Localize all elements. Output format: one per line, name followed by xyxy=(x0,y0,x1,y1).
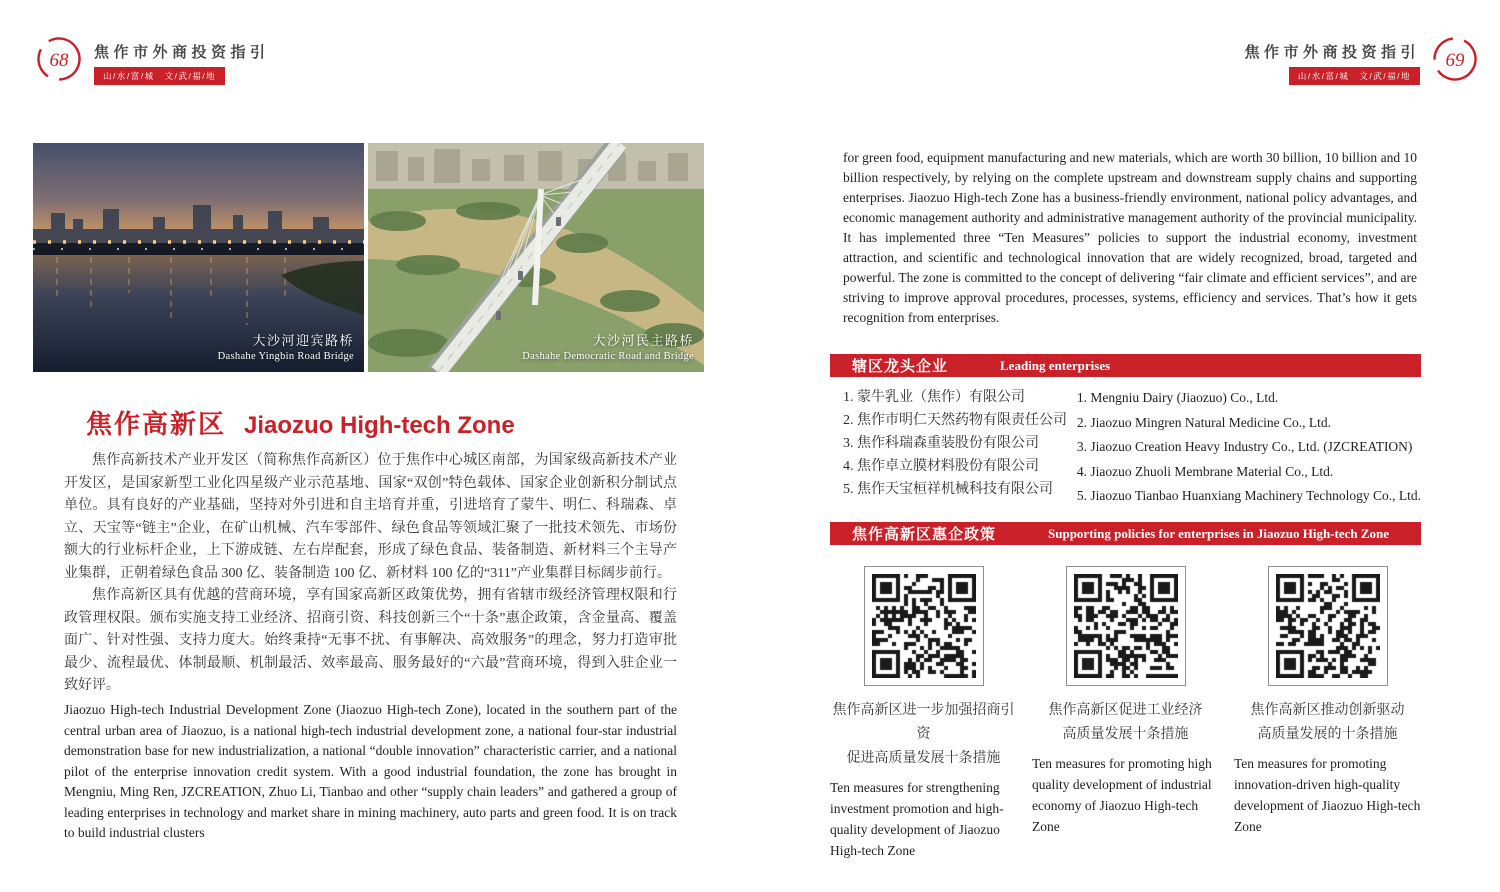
qr2-caption-en: Ten measures for promoting high quality development of industrial economy of Jiaozuo High-tech Zone xyxy=(1032,756,1212,834)
paragraph-zh-2: 焦作高新区具有优越的营商环境，享有国家高新区政策优势，拥有省辖市级经济管理权限和行政管理权限。颁布实施支持工业经济、招商引资、科技创新三个“十条”惠企政策，含金量高、覆盖面广、针对性强、支持力度大。始终秉持“无事不扰、有事解决、高效服务”的理念，努力打造审批最少、流程最优、体制最顺、机制最活、效率最高、服务最好的“六最”营商环境，得到入驻企业一致好评。 xyxy=(64,588,677,693)
enterprise-item-en: 4. Jiaozuo Zhuoli Membrane Material Co., Ltd. xyxy=(1076,463,1334,479)
qr-item-2 xyxy=(1032,566,1219,861)
enterprise-list-en xyxy=(1077,386,1421,509)
qr-item-3 xyxy=(1234,566,1421,861)
photo-row xyxy=(33,143,704,372)
page-number-right-text: 69 xyxy=(1445,50,1465,71)
section-title-en: Jiaozuo High-tech Zone xyxy=(244,412,515,439)
qr2-caption-zh-line2: 高质量发展十条措施 xyxy=(1062,727,1189,742)
enterprise-item-zh: 1. 蒙牛乳业（焦作）有限公司 xyxy=(843,390,1025,405)
page-number-left xyxy=(36,36,82,82)
right-page-header xyxy=(1244,36,1478,85)
paragraph-zh-1: 焦作高新技术产业开发区（简称焦作高新区）位于焦作中心城区南部，为国家级高新技术产业开发区，是国家新型工业化四星级产业示范基地、国家“双创”特色载体、国家企业创新积分制试点单位。具有良好的产业基础，坚持对外引进和自主培育并重，引进培育了蒙牛、明仁、科瑞森、卓立、天宝等“链主”企业，在矿山机械、汽车零部件、绿色食品等领域汇聚了一批技术领先、市场份额大的行业标杆企业，上下游成链、左右岸配套，形成了绿色食品、装备制造、新材料三个主导产业集群，正朝着绿色食品 300 亿、装备制造 100 亿、新材料 100 亿的“311”产业集群目标阔步前行。 xyxy=(64,453,677,581)
english-body-text-right: for green food, equipment manufacturing and new materials, which are worth 30 billion, 10 billion and 10 billion respectively, by relying on the complete upstream and downstream supply chains and supporting enterprises. Jiaozuo High-tech Zone has a business-friendly environment, national policy advantages, and economic management authority and administrative management authority of the provincial municipality. It has implemented three “Ten Measures” policies to support the industrial economy, investment attraction, and scientific and technological innovation that are widely recognized, broad, targeted and powerful. The zone is committed to the concept of delivering “fair climate and efficient services”, and are striving to improve approval procedures, processes, systems, efficiency and services. That’s how it gets recognition from enterprises. xyxy=(843,150,1417,325)
qr-item-1 xyxy=(830,566,1017,861)
qr3-caption-zh xyxy=(1234,699,1421,747)
chinese-body-text xyxy=(64,450,677,698)
qr1-caption-zh-line1: 焦作高新区进一步加强招商引资 xyxy=(832,703,1015,742)
qr1-caption-en: Ten measures for strengthening investment promotion and high-quality development of Jiaozuo High-tech Zone xyxy=(830,780,1004,858)
qr2-caption-zh-line1: 焦作高新区促进工业经济 xyxy=(1048,703,1203,718)
enterprise-item-zh: 2. 焦作市明仁天然药物有限责任公司 xyxy=(843,413,1067,428)
right-header-text xyxy=(1244,36,1420,85)
document-title-right: 焦作市外商投资指引 xyxy=(1244,44,1420,61)
city-slogan-badge-left: 山/水/富/城 文/武/福/地 xyxy=(94,67,225,85)
qr-code-1 xyxy=(864,566,984,686)
document-title-left: 焦作市外商投资指引 xyxy=(94,44,270,61)
enterprise-item-en: 3. Jiaozuo Creation Heavy Industry Co., Ltd. (JZCREATION) xyxy=(1076,439,1413,454)
banner2-label-en: Supporting policies for enterprises in Jiaozuo High-tech Zone xyxy=(1048,525,1390,541)
banner1-label-zh: 辖区龙头企业 xyxy=(852,358,949,375)
photo-dashahe-democratic-bridge xyxy=(368,143,704,372)
qr-code-3-image xyxy=(1276,574,1380,678)
banner1-label-en: Leading enterprises xyxy=(1000,357,1111,373)
photo1-caption-zh: 大沙河迎宾路桥 xyxy=(252,333,354,348)
page-number-left-text: 68 xyxy=(49,50,69,71)
section-title-zh: 焦作高新区 xyxy=(86,409,227,439)
qr-code-3 xyxy=(1268,566,1388,686)
photo2-caption-zh: 大沙河民主路桥 xyxy=(592,333,694,348)
photo-dashahe-yingbin-bridge xyxy=(33,143,364,372)
qr2-caption-zh xyxy=(1032,699,1219,747)
photo2-caption xyxy=(522,330,694,362)
enterprise-item-en: 2. Jiaozuo Mingren Natural Medicine Co., Ltd. xyxy=(1076,414,1332,430)
left-header-text xyxy=(94,36,270,85)
qr3-caption-en: Ten measures for promoting innovation-driven high-quality development of Jiaozuo High-tech Zone xyxy=(1234,756,1421,834)
qr-code-2-image xyxy=(1074,574,1178,678)
qr-code-row xyxy=(830,566,1421,861)
left-page-header xyxy=(36,36,270,85)
leading-enterprises-banner xyxy=(830,354,1421,377)
photo1-caption xyxy=(218,330,354,362)
qr1-caption-zh-line2: 促进高质量发展十条措施 xyxy=(846,751,1001,766)
qr3-caption-zh-line1: 焦作高新区推动创新驱动 xyxy=(1250,703,1405,718)
enterprise-item-zh: 4. 焦作卓立膜材料股份有限公司 xyxy=(843,459,1039,474)
photo2-caption-en: Dashahe Democratic Road and Bridge xyxy=(522,351,694,362)
page-number-right xyxy=(1432,36,1478,82)
enterprise-list-zh xyxy=(843,386,1077,509)
enterprise-item-zh: 5. 焦作天宝桓祥机械科技有限公司 xyxy=(843,482,1053,497)
english-body-text-left: Jiaozuo High-tech Industrial Development Zone (Jiaozuo High-tech Zone), located in the southern part of the central urban area of Jiaozuo, is a national high-tech industrial development zone, a national four-star industrial demonstration base for new industrialization, a national “double innovation” characteristic carrier, and a national pilot of the enterprise innovation credit system. With a good industrial foundation, the zone has brought in Mengniu, Ming Ren, JZCREATION, Zhuo Li, Tianbao and other “supply chain leaders” and gathered a group of leading enterprises in technology and market share in mining machinery, auto parts and green food. It is on track to build industrial clusters xyxy=(64,702,677,840)
enterprise-lists xyxy=(843,386,1421,509)
photo1-caption-en: Dashahe Yingbin Road Bridge xyxy=(217,351,354,362)
qr-code-1-image xyxy=(872,574,976,678)
enterprise-item-en: 1. Mengniu Dairy (Jiaozuo) Co., Ltd. xyxy=(1076,390,1279,405)
section-title xyxy=(86,404,515,441)
enterprise-item-en: 5. Jiaozuo Tianbao Huanxiang Machinery Technology Co., Ltd. xyxy=(1076,488,1421,503)
banner2-label-zh: 焦作高新区惠企政策 xyxy=(852,526,997,543)
enterprise-item-zh: 3. 焦作科瑞森重装股份有限公司 xyxy=(843,436,1039,451)
qr3-caption-zh-line2: 高质量发展的十条措施 xyxy=(1257,727,1398,742)
supporting-policies-banner xyxy=(830,522,1421,545)
qr-code-2 xyxy=(1066,566,1186,686)
city-slogan-badge-right: 山/水/富/城 文/武/福/地 xyxy=(1289,67,1420,85)
qr1-caption-zh xyxy=(830,699,1017,771)
